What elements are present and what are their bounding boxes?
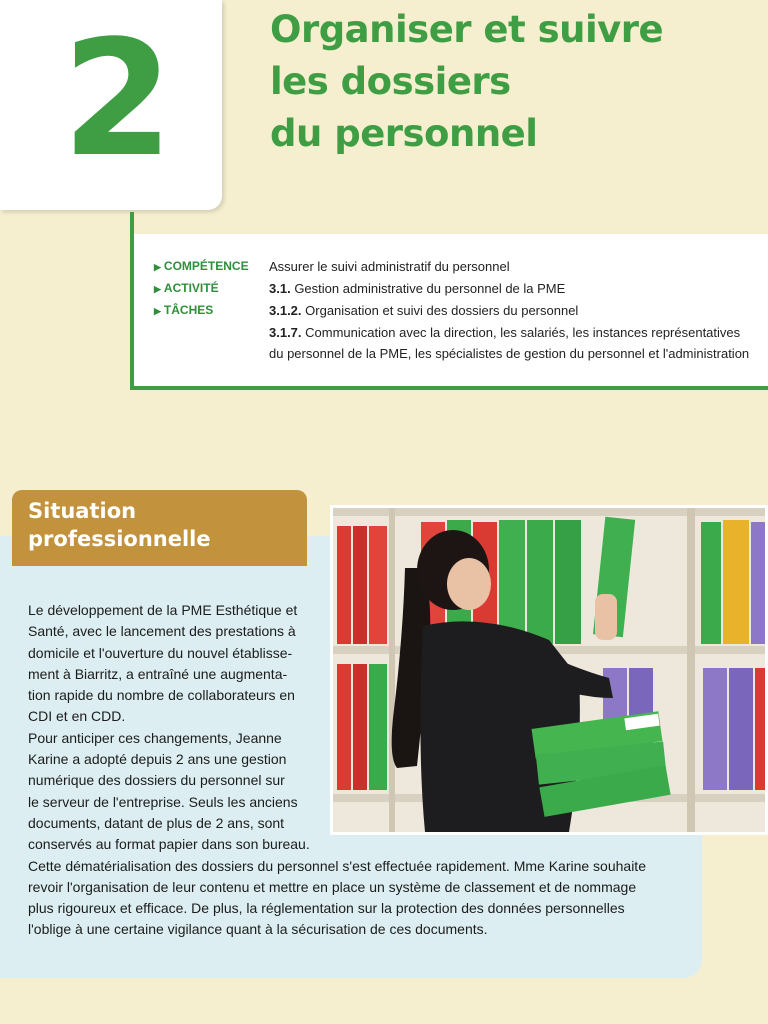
taches-label: ▶ TÂCHES — [154, 303, 214, 317]
taches-row — [154, 343, 764, 364]
competence-label: ▶ COMPÉTENCE — [154, 259, 249, 273]
arrow-icon: ▶ — [154, 284, 161, 294]
activite-row — [154, 278, 764, 300]
chapter-title-line: du personnel — [270, 112, 538, 155]
situation-header — [12, 490, 307, 566]
arrow-icon: ▶ — [154, 262, 161, 272]
paragraph-one: Le développement de la PME Esthétique et Santé, avec le lancement des prestations à domicile et l'ouverture du nouvel établisse- ment à Biarritz, a entraîné une augmenta- tion rapide du nombre de collaborateurs en CDI et en CDD. Pour anticiper ces changements, Jeanne Karine a adopté depuis 2 ans une gestion numérique des dossiers du personnel sur le serveur de l'entreprise. Seuls les anciens documents, datant de plus de 2 ans, sont conservés au format papier dans son bureau. — [28, 602, 310, 853]
taches-value: 3.1.2. Organisation et suivi des dossiers du personnel — [269, 303, 579, 318]
taches-value: 3.1.7. Communication avec la direction, les salariés, les instances représentatives — [269, 325, 741, 340]
situation-title: Situation professionnelle — [28, 499, 211, 551]
competence-rows — [154, 256, 764, 364]
situation-text — [28, 600, 680, 941]
activite-label: ▶ ACTIVITÉ — [154, 281, 219, 295]
chapter-title — [270, 4, 750, 160]
chapter-number-box — [0, 0, 222, 210]
taches-row — [154, 322, 764, 343]
chapter-title-line: Organiser et suivre — [270, 8, 664, 51]
taches-row — [154, 300, 764, 322]
competence-value: Assurer le suivi administratif du personnel — [269, 259, 510, 274]
chapter-number: 2 — [62, 5, 174, 192]
competence-box — [130, 234, 768, 390]
competence-accent — [130, 212, 134, 236]
activite-value: 3.1. Gestion administrative du personnel de la PME — [269, 281, 566, 296]
competence-row — [154, 256, 764, 278]
chapter-title-line: les dossiers — [270, 60, 511, 103]
taches-value: du personnel de la PME, les spécialistes de gestion du personnel et l'administration — [269, 346, 750, 361]
arrow-icon: ▶ — [154, 306, 161, 316]
paragraph-two: Cette dématérialisation des dossiers du personnel s'est effectuée rapidement. Mme Karine souhaite revoir l'organisation de leur contenu et mettre en place un système de classement et de nommage plus rigoureux et efficace. De plus, la réglementation sur la protection des données personnelles l'oblige à une certaine vigilance quant à la sécurisation de ces documents. — [28, 857, 646, 938]
